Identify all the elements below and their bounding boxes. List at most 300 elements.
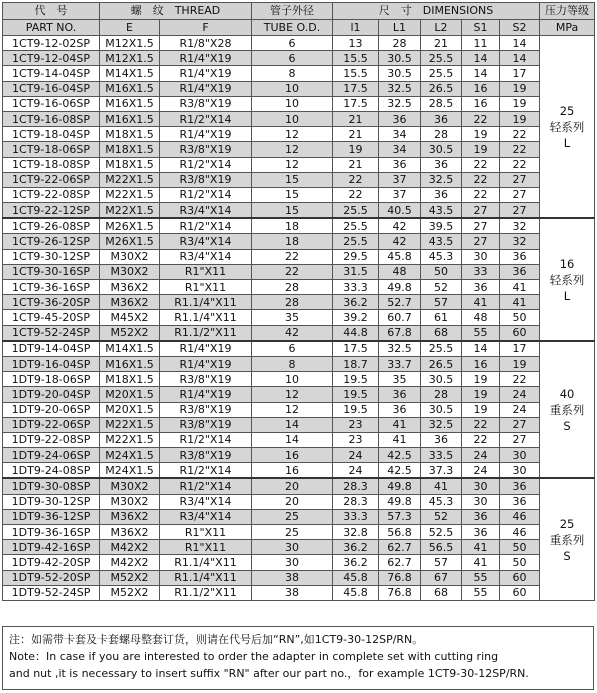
cell-dim-s2: 17 — [500, 341, 540, 357]
cell-thread-f: R1.1/2"X11 — [160, 325, 252, 341]
cell-dim-l1: 41 — [379, 417, 421, 432]
cell-dim-l2: 25.5 — [421, 51, 462, 66]
cell-part-no: 1CT9-18-04SP — [3, 127, 100, 142]
cell-dim-l1-small: 21 — [333, 111, 379, 126]
cell-dim-s1: 48 — [462, 310, 500, 325]
cell-dim-l2: 28 — [421, 387, 462, 402]
cell-dim-l1-small: 18.7 — [333, 356, 379, 371]
cell-dim-l2: 52 — [421, 509, 462, 524]
cell-dim-l2: 32.5 — [421, 417, 462, 432]
cell-dim-s1: 14 — [462, 341, 500, 357]
header-s1: S1 — [462, 19, 500, 36]
cell-dim-l2: 56.5 — [421, 540, 462, 555]
cell-part-no: 1DT9-18-06SP — [3, 372, 100, 387]
cell-dim-l1-small: 25.5 — [333, 218, 379, 234]
cell-dim-l2: 45.3 — [421, 494, 462, 509]
cell-dim-l1-small: 36.2 — [333, 555, 379, 570]
cell-dim-s1: 36 — [462, 525, 500, 540]
cell-part-no: 1CT9-12-04SP — [3, 51, 100, 66]
cell-thread-e: M36X2 — [100, 525, 160, 540]
cell-tube-od: 8 — [252, 66, 333, 81]
cell-thread-e: M22X1.5 — [100, 432, 160, 447]
cell-dim-s2: 36 — [500, 249, 540, 264]
cell-dim-s1: 22 — [462, 111, 500, 126]
cell-dim-s1: 55 — [462, 570, 500, 585]
cell-tube-od: 6 — [252, 51, 333, 66]
cell-dim-l2: 61 — [421, 310, 462, 325]
pressure-value: 25 — [559, 103, 575, 118]
cell-dim-l1: 45.8 — [379, 249, 421, 264]
cell-thread-f: R1/4"X19 — [160, 387, 252, 402]
cell-dim-l2: 36 — [421, 157, 462, 172]
table-row — [3, 66, 595, 81]
cell-tube-od: 14 — [252, 432, 333, 447]
cell-dim-l1: 57.3 — [379, 509, 421, 524]
cell-dim-s2: 24 — [500, 402, 540, 417]
cell-part-no: 1CT9-16-04SP — [3, 81, 100, 96]
cell-thread-f: R1/2"X14 — [160, 157, 252, 172]
cell-dim-s2: 60 — [500, 585, 540, 600]
cell-dim-s1: 30 — [462, 478, 500, 494]
cell-dim-s2: 14 — [500, 36, 540, 51]
cell-tube-od: 12 — [252, 142, 333, 157]
cell-dim-l1-small: 15.5 — [333, 51, 379, 66]
cell-dim-l2: 32.5 — [421, 172, 462, 187]
cell-part-no: 1DT9-42-16SP — [3, 540, 100, 555]
series-name: 轻系列 — [549, 119, 585, 134]
cell-thread-e: M18X1.5 — [100, 157, 160, 172]
cell-dim-s1: 55 — [462, 585, 500, 600]
cell-dim-l1: 32.5 — [379, 341, 421, 357]
cell-thread-f: R1/2"X14 — [160, 478, 252, 494]
cell-thread-f: R3/8"X19 — [160, 402, 252, 417]
cell-dim-l1: 49.8 — [379, 478, 421, 494]
cell-thread-f: R3/4"X14 — [160, 203, 252, 219]
cell-thread-e: M26X1.5 — [100, 234, 160, 249]
cell-tube-od: 12 — [252, 387, 333, 402]
cell-thread-e: M22X1.5 — [100, 172, 160, 187]
cell-dim-l1: 36 — [379, 402, 421, 417]
table-row — [3, 51, 595, 66]
cell-dim-l2: 21 — [421, 36, 462, 51]
cell-tube-od: 14 — [252, 417, 333, 432]
cell-dim-s1: 30 — [462, 494, 500, 509]
cell-dim-s2: 46 — [500, 525, 540, 540]
table-row — [3, 585, 595, 600]
pressure-value: 25 — [559, 516, 575, 531]
cell-dim-s2: 50 — [500, 555, 540, 570]
cell-tube-od: 28 — [252, 280, 333, 295]
cell-part-no: 1DT9-24-08SP — [3, 463, 100, 479]
cell-part-no: 1DT9-52-24SP — [3, 585, 100, 600]
cell-thread-e: M24X1.5 — [100, 463, 160, 479]
cell-dim-s1: 19 — [462, 127, 500, 142]
cell-dim-l1: 30.5 — [379, 51, 421, 66]
cell-thread-f: R1.1/4"X11 — [160, 310, 252, 325]
cell-dim-s2: 46 — [500, 509, 540, 524]
cell-dim-s1: 22 — [462, 432, 500, 447]
cell-thread-f: R1"X11 — [160, 280, 252, 295]
cell-dim-s2: 22 — [500, 157, 540, 172]
cell-tube-od: 25 — [252, 525, 333, 540]
cell-dim-s2: 27 — [500, 172, 540, 187]
cell-dim-s2: 22 — [500, 372, 540, 387]
cell-dim-s2: 50 — [500, 310, 540, 325]
cell-dim-s1: 14 — [462, 66, 500, 81]
cell-tube-od: 30 — [252, 540, 333, 555]
cell-dim-s1: 22 — [462, 157, 500, 172]
cell-dim-s1: 16 — [462, 96, 500, 111]
series-code: S — [563, 548, 571, 563]
cell-dim-l1: 37 — [379, 172, 421, 187]
cell-thread-f: R1/4"X19 — [160, 127, 252, 142]
cell-part-no: 1DT9-14-04SP — [3, 341, 100, 357]
cell-thread-f: R1/8"X28 — [160, 36, 252, 51]
cell-thread-f: R3/8"X19 — [160, 417, 252, 432]
cell-thread-f: R3/4"X14 — [160, 234, 252, 249]
cell-dim-l1-small: 19 — [333, 142, 379, 157]
cell-dim-l1: 56.8 — [379, 525, 421, 540]
series-code: L — [563, 288, 571, 303]
cell-part-no: 1CT9-30-16SP — [3, 264, 100, 279]
cell-dim-l1: 60.7 — [379, 310, 421, 325]
cell-dim-l2: 30.5 — [421, 372, 462, 387]
cell-part-no: 1DT9-20-06SP — [3, 402, 100, 417]
header-s2: S2 — [500, 19, 540, 36]
cell-dim-l1: 42 — [379, 218, 421, 234]
table-row — [3, 417, 595, 432]
table-row — [3, 494, 595, 509]
cell-dim-l1-small: 17.5 — [333, 96, 379, 111]
pressure-value: 40 — [559, 386, 575, 401]
cell-dim-l2: 26.5 — [421, 81, 462, 96]
cell-dim-s2: 60 — [500, 325, 540, 341]
cell-tube-od: 25 — [252, 509, 333, 524]
cell-thread-e: M18X1.5 — [100, 127, 160, 142]
cell-dim-s2: 32 — [500, 218, 540, 234]
cell-tube-od: 15 — [252, 187, 333, 202]
cell-dim-l1: 76.8 — [379, 585, 421, 600]
cell-tube-od: 12 — [252, 127, 333, 142]
table-row — [3, 341, 595, 357]
cell-thread-e: M22X1.5 — [100, 417, 160, 432]
cell-dim-l1-small: 45.8 — [333, 570, 379, 585]
cell-thread-e: M52X2 — [100, 585, 160, 600]
cell-part-no: 1DT9-22-08SP — [3, 432, 100, 447]
cell-dim-l1-small: 28.3 — [333, 494, 379, 509]
cell-dim-l1-small: 23 — [333, 417, 379, 432]
cell-part-no: 1CT9-18-06SP — [3, 142, 100, 157]
cell-dim-l2: 57 — [421, 555, 462, 570]
cell-dim-s2: 60 — [500, 570, 540, 585]
cell-dim-l1-small: 19.5 — [333, 402, 379, 417]
cell-thread-e: M16X1.5 — [100, 111, 160, 126]
cell-dim-l1-small: 44.8 — [333, 325, 379, 341]
series-name: 重系列 — [549, 532, 585, 547]
header-tube-od-cn: 管子外径 — [252, 3, 333, 20]
cell-thread-f: R1.1/4"X11 — [160, 570, 252, 585]
cell-dim-s2: 24 — [500, 387, 540, 402]
cell-dim-l2: 67 — [421, 570, 462, 585]
series-code: L — [563, 135, 571, 150]
cell-thread-e: M12X1.5 — [100, 36, 160, 51]
cell-dim-s1: 27 — [462, 234, 500, 249]
cell-tube-od: 10 — [252, 372, 333, 387]
cell-dim-l1-small: 36.2 — [333, 540, 379, 555]
table-row — [3, 203, 595, 219]
table-row — [3, 157, 595, 172]
table-row — [3, 36, 595, 51]
cell-thread-e: M36X2 — [100, 295, 160, 310]
cell-thread-f: R1"X11 — [160, 525, 252, 540]
cell-part-no: 1DT9-22-06SP — [3, 417, 100, 432]
cell-dim-s2: 41 — [500, 295, 540, 310]
cell-part-no: 1CT9-22-12SP — [3, 203, 100, 219]
cell-thread-e: M14X1.5 — [100, 66, 160, 81]
table-row — [3, 509, 595, 524]
cell-tube-od: 18 — [252, 218, 333, 234]
cell-dim-l1-small: 45.8 — [333, 585, 379, 600]
pressure-group-cell — [540, 341, 595, 479]
cell-dim-l1: 33.7 — [379, 356, 421, 371]
cell-dim-l1: 36 — [379, 387, 421, 402]
cell-dim-l1: 34 — [379, 127, 421, 142]
cell-dim-l1-small: 29.5 — [333, 249, 379, 264]
table-row — [3, 356, 595, 371]
cell-dim-l1-small: 25.5 — [333, 203, 379, 219]
cell-tube-od: 20 — [252, 494, 333, 509]
pressure-group-cell — [540, 36, 595, 219]
table-row — [3, 81, 595, 96]
cell-thread-e: M30X2 — [100, 494, 160, 509]
cell-thread-e: M36X2 — [100, 280, 160, 295]
cell-part-no: 1CT9-36-16SP — [3, 280, 100, 295]
cell-part-no: 1CT9-45-20SP — [3, 310, 100, 325]
table-row — [3, 249, 595, 264]
cell-dim-l1-small: 15.5 — [333, 66, 379, 81]
cell-dim-l2: 30.5 — [421, 402, 462, 417]
cell-thread-e: M52X2 — [100, 570, 160, 585]
cell-dim-l1-small: 28.3 — [333, 478, 379, 494]
header-mpa: MPa — [540, 19, 595, 36]
cell-part-no: 1CT9-26-08SP — [3, 218, 100, 234]
cell-dim-l1: 42.5 — [379, 463, 421, 479]
cell-dim-s1: 22 — [462, 172, 500, 187]
cell-dim-s1: 27 — [462, 203, 500, 219]
cell-dim-l1-small: 39.2 — [333, 310, 379, 325]
note-cn: 注：如需带卡套及卡套螺母整套订货，则请在代号后加“RN”,如1CT9-30-12SP/RN。 — [9, 633, 424, 646]
pressure-group-cell — [540, 478, 595, 600]
cell-dim-l1: 62.7 — [379, 540, 421, 555]
cell-dim-s2: 30 — [500, 463, 540, 479]
cell-dim-l2: 41 — [421, 478, 462, 494]
cell-dim-l2: 36 — [421, 111, 462, 126]
cell-dim-l1-small: 22 — [333, 187, 379, 202]
table-row — [3, 402, 595, 417]
cell-dim-s1: 24 — [462, 448, 500, 463]
pressure-group-cell — [540, 218, 595, 341]
cell-thread-e: M22X1.5 — [100, 203, 160, 219]
table-row — [3, 264, 595, 279]
cell-dim-l1-small: 25.5 — [333, 234, 379, 249]
header-part-no-cn: 代 号 — [3, 3, 100, 20]
cell-tube-od: 6 — [252, 36, 333, 51]
cell-dim-l2: 25.5 — [421, 66, 462, 81]
cell-dim-s2: 27 — [500, 203, 540, 219]
pressure-value: 16 — [559, 256, 575, 271]
cell-dim-s1: 19 — [462, 387, 500, 402]
cell-tube-od: 16 — [252, 463, 333, 479]
cell-dim-l2: 36 — [421, 187, 462, 202]
cell-part-no: 1CT9-52-24SP — [3, 325, 100, 341]
cell-tube-od: 15 — [252, 172, 333, 187]
cell-part-no: 1DT9-20-04SP — [3, 387, 100, 402]
cell-dim-l1: 62.7 — [379, 555, 421, 570]
cell-thread-f: R3/4"X14 — [160, 494, 252, 509]
cell-tube-od: 10 — [252, 111, 333, 126]
table-row — [3, 432, 595, 447]
cell-dim-l1-small: 32.8 — [333, 525, 379, 540]
cell-dim-s2: 17 — [500, 66, 540, 81]
cell-dim-l1: 40.5 — [379, 203, 421, 219]
cell-dim-s2: 36 — [500, 478, 540, 494]
table-row — [3, 295, 595, 310]
cell-dim-l1: 76.8 — [379, 570, 421, 585]
cell-dim-s2: 41 — [500, 280, 540, 295]
cell-dim-l1: 52.7 — [379, 295, 421, 310]
cell-thread-f: R3/8"X19 — [160, 142, 252, 157]
cell-part-no: 1DT9-30-08SP — [3, 478, 100, 494]
cell-dim-s2: 36 — [500, 264, 540, 279]
cell-dim-l2: 28.5 — [421, 96, 462, 111]
cell-tube-od: 10 — [252, 81, 333, 96]
cell-dim-l1: 48 — [379, 264, 421, 279]
table-row — [3, 111, 595, 126]
cell-dim-s2: 36 — [500, 494, 540, 509]
cell-dim-s2: 27 — [500, 417, 540, 432]
cell-dim-s1: 19 — [462, 372, 500, 387]
cell-thread-e: M14X1.5 — [100, 341, 160, 357]
cell-part-no: 1CT9-36-20SP — [3, 295, 100, 310]
cell-thread-e: M30X2 — [100, 249, 160, 264]
cell-thread-f: R1/4"X19 — [160, 66, 252, 81]
cell-thread-f: R1/4"X19 — [160, 341, 252, 357]
header-e: E — [100, 19, 160, 36]
cell-dim-s2: 32 — [500, 234, 540, 249]
cell-dim-l1: 32.5 — [379, 96, 421, 111]
cell-tube-od: 20 — [252, 478, 333, 494]
cell-thread-f: R1/4"X19 — [160, 81, 252, 96]
cell-dim-l2: 52 — [421, 280, 462, 295]
cell-tube-od: 18 — [252, 234, 333, 249]
cell-dim-s2: 50 — [500, 540, 540, 555]
cell-thread-e: M24X1.5 — [100, 448, 160, 463]
note-en-line1: Note：In case if you are interested to order the adapter in complete set with cutting ring — [9, 650, 499, 663]
cell-thread-f: R1/4"X19 — [160, 356, 252, 371]
cell-part-no: 1CT9-12-02SP — [3, 36, 100, 51]
series-code: S — [563, 418, 571, 433]
cell-dim-l1-small: 17.5 — [333, 81, 379, 96]
cell-tube-od: 10 — [252, 96, 333, 111]
cell-dim-l1: 42 — [379, 234, 421, 249]
cell-thread-e: M16X1.5 — [100, 356, 160, 371]
cell-dim-s2: 22 — [500, 142, 540, 157]
cell-thread-f: R1/2"X14 — [160, 187, 252, 202]
cell-part-no: 1DT9-30-12SP — [3, 494, 100, 509]
cell-dim-l2: 68 — [421, 325, 462, 341]
cell-dim-s1: 41 — [462, 555, 500, 570]
cell-dim-s1: 19 — [462, 142, 500, 157]
cell-dim-l1-small: 23 — [333, 432, 379, 447]
cell-thread-e: M16X1.5 — [100, 96, 160, 111]
table-row — [3, 570, 595, 585]
cell-dim-l1-small: 22 — [333, 172, 379, 187]
series-name: 重系列 — [549, 402, 585, 417]
cell-thread-f: R1"X11 — [160, 264, 252, 279]
table-row — [3, 387, 595, 402]
cell-thread-e: M42X2 — [100, 555, 160, 570]
cell-thread-e: M52X2 — [100, 325, 160, 341]
cell-thread-e: M22X1.5 — [100, 187, 160, 202]
cell-tube-od: 6 — [252, 341, 333, 357]
header-row-cn — [3, 3, 595, 20]
cell-thread-f: R3/8"X19 — [160, 372, 252, 387]
table-row — [3, 463, 595, 479]
cell-part-no: 1DT9-36-12SP — [3, 509, 100, 524]
cell-tube-od: 22 — [252, 249, 333, 264]
cell-tube-od: 12 — [252, 157, 333, 172]
cell-thread-e: M20X1.5 — [100, 387, 160, 402]
table-row — [3, 172, 595, 187]
cell-dim-s1: 22 — [462, 187, 500, 202]
cell-part-no: 1DT9-42-20SP — [3, 555, 100, 570]
table-row — [3, 218, 595, 234]
cell-dim-l2: 52.5 — [421, 525, 462, 540]
table-row — [3, 525, 595, 540]
cell-thread-f: R1.1/4"X11 — [160, 295, 252, 310]
cell-dim-l1: 49.8 — [379, 494, 421, 509]
cell-dim-s1: 19 — [462, 402, 500, 417]
header-f: F — [160, 19, 252, 36]
cell-dim-l1-small: 21 — [333, 157, 379, 172]
cell-thread-f: R3/8"X19 — [160, 448, 252, 463]
cell-dim-l2: 33.5 — [421, 448, 462, 463]
cell-dim-l2: 68 — [421, 585, 462, 600]
cell-dim-l1-small: 21 — [333, 127, 379, 142]
table-row — [3, 478, 595, 494]
cell-dim-l2: 26.5 — [421, 356, 462, 371]
table-row — [3, 234, 595, 249]
cell-dim-l2: 37.3 — [421, 463, 462, 479]
cell-thread-f: R3/8"X19 — [160, 172, 252, 187]
cell-thread-f: R1.1/4"X11 — [160, 555, 252, 570]
cell-thread-e: M36X2 — [100, 509, 160, 524]
cell-dim-l1: 41 — [379, 432, 421, 447]
cell-thread-f: R1/4"X19 — [160, 51, 252, 66]
cell-dim-l1: 36 — [379, 157, 421, 172]
cell-dim-l1-small: 36.2 — [333, 295, 379, 310]
table-header — [3, 3, 595, 36]
cell-thread-e: M16X1.5 — [100, 81, 160, 96]
cell-tube-od: 30 — [252, 555, 333, 570]
cell-dim-s1: 16 — [462, 356, 500, 371]
header-thread: 螺 纹 THREAD — [100, 3, 252, 20]
cell-tube-od: 38 — [252, 570, 333, 585]
cell-dim-l2: 39.5 — [421, 218, 462, 234]
cell-dim-l1: 34 — [379, 142, 421, 157]
cell-dim-s2: 19 — [500, 356, 540, 371]
cell-dim-l1: 42.5 — [379, 448, 421, 463]
